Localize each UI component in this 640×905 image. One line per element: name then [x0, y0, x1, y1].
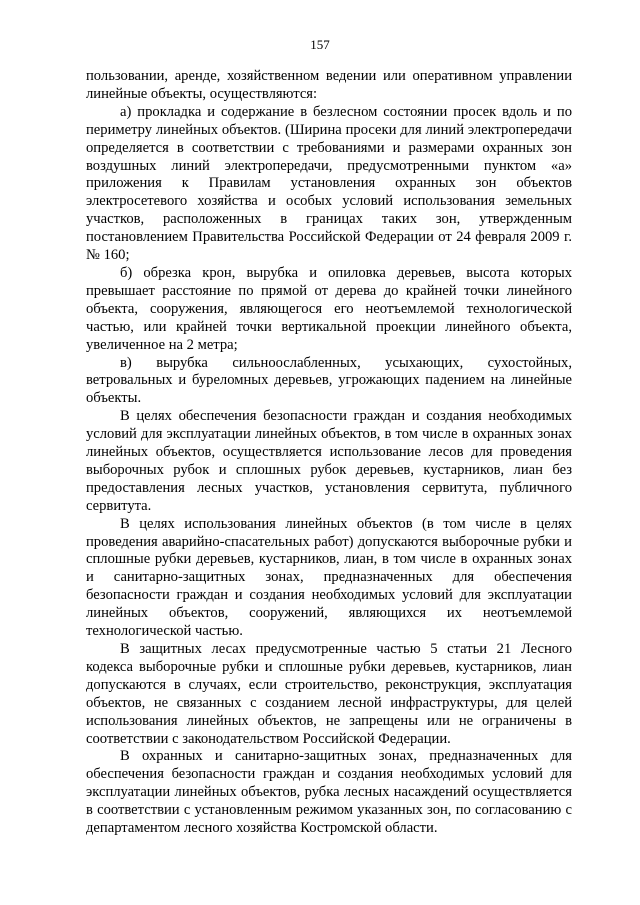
document-body: [86, 68, 572, 838]
page-number: 157: [310, 37, 330, 52]
paragraph-continuation: пользовании, аренде, хозяйственном ведении или оперативном управлении линейные объекты, осуществляются:: [86, 68, 572, 102]
paragraph: В целях обеспечения безопасности граждан и создания необходимых условий для эксплуатации линейных объектов, в том числе в охранных зонах линейных объектов, осуществляется использование лесов для проведения выборочных рубок и сплошных рубок деревьев, кустарников, лиан без предоставления лесных участков, установления сервитута, публичного сервитута.: [86, 408, 572, 514]
paragraph: В целях использования линейных объектов (в том числе в целях проведения аварийно-спасательных работ) допускаются выборочные рубки и сплошные рубки деревьев, кустарников, лиан, в том числе в охранных зонах и санитарно-защитных зонах, предназначенных для обеспечения безопасности граждан и создания необходимых условий для эксплуатации линейных объектов, сооружений, являющихся их неотъемлемой технологической частью.: [86, 515, 572, 640]
paragraph: В охранных и санитарно-защитных зонах, предназначенных для обеспечения безопасности граждан и создания необходимых условий для эксплуатации линейных объектов, рубка лесных насаждений осуществляется в соответствии с установленным режимом указанных зон, по согласованию с департаментом лесного хозяйства Костромской области.: [86, 748, 572, 837]
paragraph: В защитных лесах предусмотренные частью 5 статьи 21 Лесного кодекса выборочные рубки и сплошные рубки деревьев, кустарников, лиан допускаются в случаях, если строительство, реконструкция, эксплуатация объектов, не связанных с созданием лесной инфраструктуры, для целей использования линейных объектов, не запрещены или не ограничены в соответствии с законодательством Российской Федерации.: [86, 641, 572, 747]
paragraph-item-b: б) обрезка крон, вырубка и опиловка деревьев, высота которых превышает расстояние по прямой от дерева до крайней точки линейного объекта, сооружения, являющегося его неотъемлемой технологической частью, или крайней точки вертикальной проекции линейного объекта, увеличенное на 2 метра;: [86, 264, 572, 353]
paragraph-item-v: в) вырубка сильноослабленных, усыхающих, сухостойных, ветровальных и буреломных деревьев, угрожающих падением на линейные объекты.: [86, 354, 572, 407]
paragraph-item-a: а) прокладка и содержание в безлесном состоянии просек вдоль и по периметру линейных объектов. (Ширина просеки для линий электропередачи определяется в соответствии с требованиями и размерами охранных зон воздушных линий электропередачи, предусмотренными пунктом «а» приложения к Правилам установления охранных зон объектов электросетевого хозяйства и особых условий использования земельных участков, расположенных в границах таких зон, утвержденным постановлением Правительства Российской Федерации от 24 февраля 2009 г. № 160;: [86, 103, 572, 264]
